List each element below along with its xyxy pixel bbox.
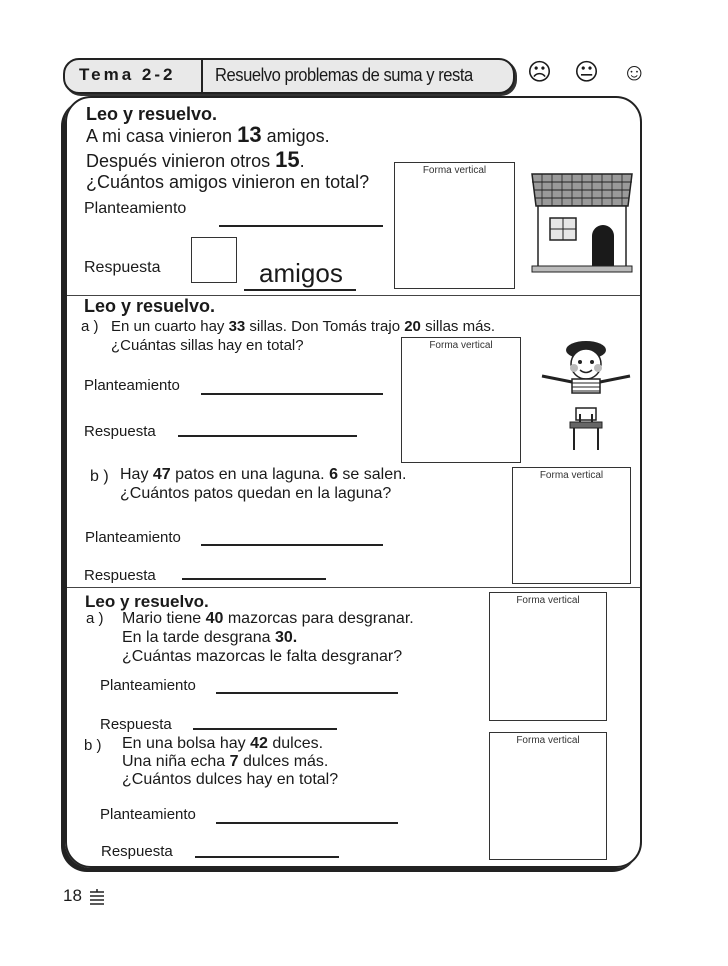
problem-text: Mario tiene 40 mazorcas para desgranar. [122,610,414,627]
vertical-form-box[interactable] [489,592,607,721]
problem-question: ¿Cuántos amigos vinieron en total? [86,172,370,192]
sad-face-icon[interactable]: ☹ [527,59,553,86]
respuesta-label: Respuesta [84,423,156,440]
planteamiento-answer-line[interactable] [201,544,383,546]
respuesta-label: Respuesta [101,843,173,860]
respuesta-answer-line[interactable] [178,435,357,437]
section-heading: Leo y resuelvo. [85,592,209,611]
cheek [594,364,602,372]
vertical-form-box[interactable] [489,732,607,860]
topic-number: Tema 2-2 [79,65,176,84]
planteamiento-label: Planteamiento [100,677,196,694]
eye [578,360,582,364]
problem-text: Después vinieron otros 15. [86,147,305,172]
problem-marker: b ) [84,737,102,754]
header-divider [201,60,203,92]
problem-question: ¿Cuántas sillas hay en total? [111,337,304,354]
house-base [532,266,632,272]
vertical-form-label: Forma vertical [422,165,487,176]
problem-text: Hay 47 patos en una laguna. 6 se salen. [120,466,407,483]
respuesta-answer-line[interactable] [244,289,356,291]
chair-seat [570,422,602,428]
answer-unit: amigos [259,258,343,288]
problem-text: A mi casa vinieron 13 amigos. [86,122,330,147]
respuesta-answer-line[interactable] [195,856,339,858]
planteamiento-label: Planteamiento [84,377,180,394]
problem-marker: a ) [81,318,99,335]
respuesta-label: Respuesta [84,567,156,584]
problem-text: En una bolsa hay 42 dulces. [122,735,324,752]
planteamiento-label: Planteamiento [85,529,181,546]
section-heading: Leo y resuelvo. [84,296,216,316]
page-number: 18 [63,886,82,905]
respuesta-label: Respuesta [100,716,172,733]
section-heading: Leo y resuelvo. [86,104,218,124]
house-door [592,225,614,270]
topic-header [63,58,515,94]
planteamiento-label: Planteamiento [84,200,187,217]
man-with-chair-illustration [536,338,636,454]
problem-text: En un cuarto hay 33 sillas. Don Tomás trajo 20 sillas más. [111,318,496,335]
problem-text: Una niña echa 7 dulces más. [122,753,329,770]
vertical-form-box[interactable] [512,467,631,584]
section-divider [67,587,640,588]
eye [590,360,594,364]
vertical-form-label: Forma vertical [429,340,493,351]
happy-face-icon[interactable]: ☺ [622,59,647,86]
problem-question: ¿Cuántas mazorcas le falta desgranar? [122,648,403,665]
respuesta-answer-line[interactable] [193,728,337,730]
neutral-face-icon[interactable]: 😐 [574,59,600,86]
problem-text: En la tarde desgrana 30. [122,629,298,646]
vertical-form-label: Forma vertical [539,470,604,481]
respuesta-label: Respuesta [84,259,161,276]
face [571,349,601,379]
vertical-form-label: Forma vertical [516,595,580,606]
respuesta-answer-line[interactable] [182,578,326,580]
problem-question: ¿Cuántos dulces hay en total? [122,771,339,788]
problem-marker: a ) [86,610,104,627]
vertical-form-box[interactable] [401,337,521,463]
planteamiento-answer-line[interactable] [216,692,398,694]
cheek [570,364,578,372]
topic-title: Resuelvo problemas de suma y resta [215,65,473,85]
planteamiento-answer-line[interactable] [216,822,398,824]
vertical-form-label: Forma vertical [516,735,580,746]
planteamiento-answer-line[interactable] [201,393,383,395]
vertical-form-box[interactable] [394,162,515,289]
planteamiento-answer-line[interactable] [219,225,383,227]
planteamiento-label: Planteamiento [100,806,196,823]
house-illustration [528,170,636,276]
answer-box[interactable] [191,237,237,283]
problem-marker: b ) [90,468,109,485]
book-icon [88,889,106,905]
problem-question: ¿Cuántos patos quedan en la laguna? [120,485,392,502]
